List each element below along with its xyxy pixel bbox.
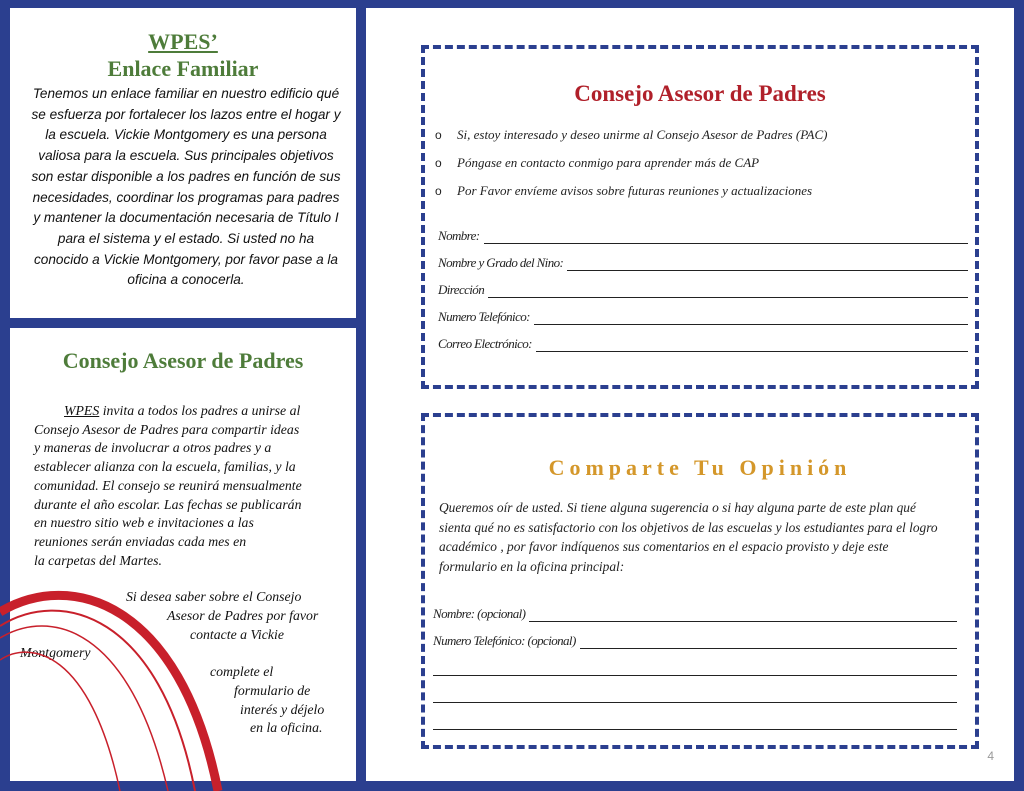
optional-phone-line[interactable] bbox=[580, 634, 957, 649]
contact-line: complete el bbox=[210, 664, 274, 680]
address-label: Dirección bbox=[438, 282, 485, 297]
address-field[interactable] bbox=[438, 271, 968, 298]
info-line: comunidad. El consejo se reunirá mensualmente bbox=[34, 477, 302, 493]
email-line[interactable] bbox=[536, 337, 968, 352]
optional-phone-field[interactable] bbox=[433, 622, 957, 649]
wpes-link-text: WPES bbox=[64, 403, 100, 418]
info-line bbox=[34, 402, 354, 421]
checkbox-bullet-icon[interactable]: o bbox=[435, 128, 442, 142]
parent-council-info-panel bbox=[10, 328, 356, 781]
email-label: Correo Electrónico: bbox=[438, 336, 532, 351]
family-liaison-panel bbox=[10, 8, 356, 318]
info-line: establecer alianza con la escuela, familias, y la bbox=[34, 459, 296, 475]
contact-line: interés y déjelo bbox=[240, 701, 325, 717]
name-label: Nombre: bbox=[438, 228, 480, 243]
info-line: en nuestro sitio web e invitaciones a las bbox=[34, 515, 254, 531]
info-line: Consejo Asesor de Padres para compartir ideas bbox=[34, 421, 300, 437]
phone-line[interactable] bbox=[534, 310, 968, 325]
optional-name-label: Nombre: (opcional) bbox=[433, 606, 526, 621]
info-line: y maneras de involucrar a otros padres y a bbox=[34, 440, 272, 456]
contact-line: Montgomery bbox=[20, 645, 91, 661]
opinion-fields bbox=[433, 595, 957, 730]
info-line: reuniones serán enviadas cada mes en bbox=[34, 533, 247, 549]
comment-line[interactable] bbox=[433, 688, 957, 703]
comment-line[interactable] bbox=[433, 661, 957, 676]
parent-council-form-title: Consejo Asesor de Padres bbox=[574, 81, 826, 106]
parent-council-info-title: Consejo Asesor de Padres bbox=[62, 348, 304, 373]
pac-option-label: Póngase en contacto conmigo para aprender más de CAP bbox=[457, 155, 760, 170]
pac-option-notices[interactable] bbox=[435, 181, 965, 209]
contact-line: Asesor de Padres por favor bbox=[167, 608, 319, 624]
parent-council-info-text bbox=[20, 402, 354, 738]
child-grade-line[interactable] bbox=[567, 256, 968, 271]
checkbox-bullet-icon[interactable]: o bbox=[435, 184, 442, 198]
opinion-form bbox=[421, 413, 979, 749]
contact-line: contacte a Vickie bbox=[190, 626, 284, 642]
opinion-form-text: Queremos oír de usted. Si tiene alguna sugerencia o si hay alguna parte de este plan qué sienta qué no es satisfactorio con los objetivos de las escuelas y los estudiantes para el logro académico , por favor indíquenos sus comentarios en el espacio provisto y deje este formulario en la oficina principal: bbox=[439, 500, 938, 574]
pac-option-label: Si, estoy interesado y deseo unirme al Consejo Asesor de Padres (PAC) bbox=[457, 127, 828, 142]
pac-options-list bbox=[435, 125, 965, 209]
email-field[interactable] bbox=[438, 325, 968, 352]
family-liaison-heading: Enlace Familiar bbox=[107, 56, 259, 81]
pac-option-contact[interactable] bbox=[435, 153, 965, 181]
pac-option-label: Por Favor envíeme avisos sobre futuras reuniones y actualizaciones bbox=[457, 183, 813, 198]
name-line[interactable] bbox=[484, 229, 968, 244]
family-liaison-text: Tenemos un enlace familiar en nuestro edificio qué se esfuerza por fortalecer los lazos entre el hogar y la escuela. Vickie Montgomery es una persona valiosa para la escuela. Sus principales objetivos son estar disponible a los padres en función de sus necesidades, coordinar los programas para padres y mantener la documentación necesaria de Título I para el sistema y el estado. Si usted no ha conocido a Vickie Montgomery, por favor pase a la oficina a conocerla. bbox=[31, 86, 341, 288]
info-line-text: invita a todos los padres a unirse al bbox=[99, 403, 301, 418]
child-grade-label: Nombre y Grado del Nino: bbox=[438, 255, 564, 270]
wpes-heading: WPES’ bbox=[148, 29, 218, 54]
comment-line-field[interactable] bbox=[433, 649, 957, 676]
info-line: durante el año escolar. Las fechas se publicarán bbox=[34, 496, 302, 512]
page-number: 4 bbox=[987, 749, 994, 763]
pac-option-join[interactable] bbox=[435, 125, 965, 153]
parent-council-form bbox=[421, 45, 979, 389]
opinion-form-title: Comparte Tu Opinión bbox=[548, 455, 852, 480]
comment-line-field[interactable] bbox=[433, 676, 957, 703]
contact-line: Si desea saber sobre el Consejo bbox=[126, 589, 302, 605]
contact-line: formulario de bbox=[234, 682, 311, 698]
phone-field[interactable] bbox=[438, 298, 968, 325]
info-line: la carpetas del Martes. bbox=[34, 552, 162, 568]
comment-line[interactable] bbox=[433, 715, 957, 730]
child-grade-field[interactable] bbox=[438, 244, 968, 271]
checkbox-bullet-icon[interactable]: o bbox=[435, 156, 442, 170]
optional-name-field[interactable] bbox=[433, 595, 957, 622]
optional-phone-label: Numero Telefónico: (opcional) bbox=[433, 633, 576, 648]
address-line[interactable] bbox=[488, 283, 968, 298]
forms-panel bbox=[366, 8, 1014, 781]
comment-line-field[interactable] bbox=[433, 703, 957, 730]
name-field[interactable] bbox=[438, 217, 968, 244]
contact-line: en la oficina. bbox=[250, 720, 323, 736]
pac-fields bbox=[438, 217, 968, 352]
optional-name-line[interactable] bbox=[529, 607, 957, 622]
family-liaison-title bbox=[10, 28, 356, 82]
phone-label: Numero Telefónico: bbox=[438, 309, 530, 324]
